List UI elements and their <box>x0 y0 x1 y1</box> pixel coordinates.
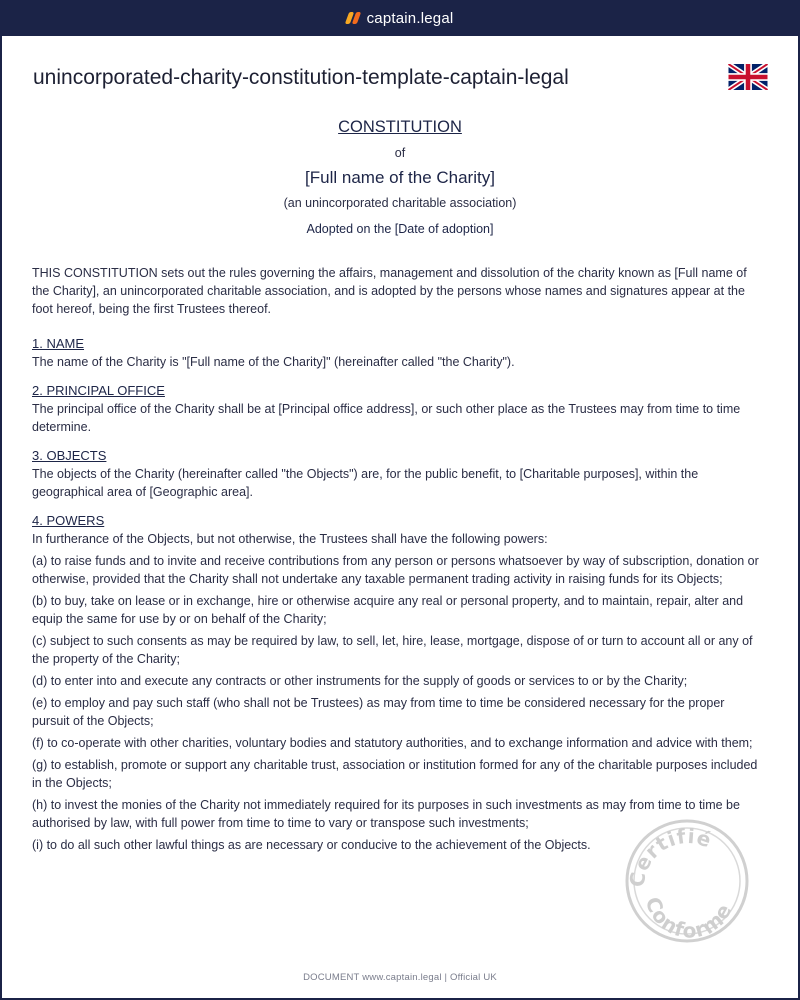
captain-legal-logo-icon <box>344 12 360 24</box>
document-of: of <box>394 146 406 160</box>
uk-flag-icon[interactable] <box>728 64 768 90</box>
document-page <box>2 36 798 998</box>
stamp-text-bottom: Conforme <box>640 893 737 943</box>
power-item: (c) subject to such consents as may be required by law, to sell, let, hire, lease, mortgage, dispose of or turn to account all or any of the property of the Charity; <box>32 634 753 666</box>
section-heading-objects: 3. OBJECTS <box>32 448 107 463</box>
powers-intro: In furtherance of the Objects, but not otherwise, the Trustees shall have the following powers: <box>32 532 548 546</box>
document-subtitle: (an unincorporated charitable association) <box>283 196 517 210</box>
section-text-objects: The objects of the Charity (hereinafter called "the Objects") are, for the public benefit, to [Charitable purposes], within the geographical area of [Geographic area]. <box>32 467 699 499</box>
stamp-text-top: Certifié <box>624 823 716 889</box>
section-text-principal-office: The principal office of the Charity shall be at [Principal office address], or such other place as the Trustees may from time to time determine. <box>32 402 741 434</box>
power-item: (a) to raise funds and to invite and receive contributions from any person or persons whatsoever by way of subscription, donation or otherwise, provided that the Charity shall not undertake any taxable permanent trading activity in raising funds for its Objects; <box>32 554 759 586</box>
section-heading-principal-office: 2. PRINCIPAL OFFICE <box>32 383 165 398</box>
power-item: (d) to enter into and execute any contracts or other instruments for the supply of goods or services to or by the Charity; <box>32 674 688 688</box>
svg-text:Conforme <box>641 894 737 943</box>
section-heading-powers: 4. POWERS <box>32 513 105 528</box>
power-item: (g) to establish, promote or support any charitable trust, association or institution formed for any of the charitable purposes included in the Objects; <box>32 758 758 790</box>
document-title: CONSTITUTION <box>338 118 462 136</box>
power-item: (i) to do all such other lawful things as are necessary or conducive to the achievement of the Objects. <box>32 838 591 852</box>
document-footer: DOCUMENT www.captain.legal | Official UK <box>303 972 497 983</box>
document-filename: unincorporated-charity-constitution-template-captain-legal <box>33 66 569 89</box>
section-text-name: The name of the Charity is "[Full name of the Charity]" (hereinafter called "the Charity"). <box>32 355 515 369</box>
brand-name: captain.legal <box>366 9 454 27</box>
power-item: (h) to invest the monies of the Charity not immediately required for its purposes in such investments as may from time to time be authorised by law, with full power from time to time to vary or transpose such investments; <box>32 798 740 830</box>
adoption-date: Adopted on the [Date of adoption] <box>306 222 494 236</box>
document-body <box>32 264 762 858</box>
top-bar <box>0 0 800 36</box>
power-item: (f) to co-operate with other charities, voluntary bodies and statutory authorities, and to exchange information and advice with them; <box>32 736 753 750</box>
intro-paragraph: THIS CONSTITUTION sets out the rules governing the affairs, management and dissolution of the charity known as [Full name of the Charity], an unincorporated charitable association, and is adopted by the persons whose names and signatures appear at the foot hereof, being the first Trustees thereof. <box>32 266 747 316</box>
power-item: (e) to employ and pay such staff (who shall not be Trustees) as may from time to time be considered necessary for the proper pursuit of the Objects; <box>32 696 725 728</box>
section-heading-name: 1. NAME <box>32 336 85 351</box>
charity-name: [Full name of the Charity] <box>305 168 495 187</box>
power-item: (b) to buy, take on lease or in exchange, hire or otherwise acquire any real or personal property, and to maintain, repair, alter and equip the same for use by or on behalf of the Charity; <box>32 594 744 626</box>
document-header <box>2 118 798 236</box>
